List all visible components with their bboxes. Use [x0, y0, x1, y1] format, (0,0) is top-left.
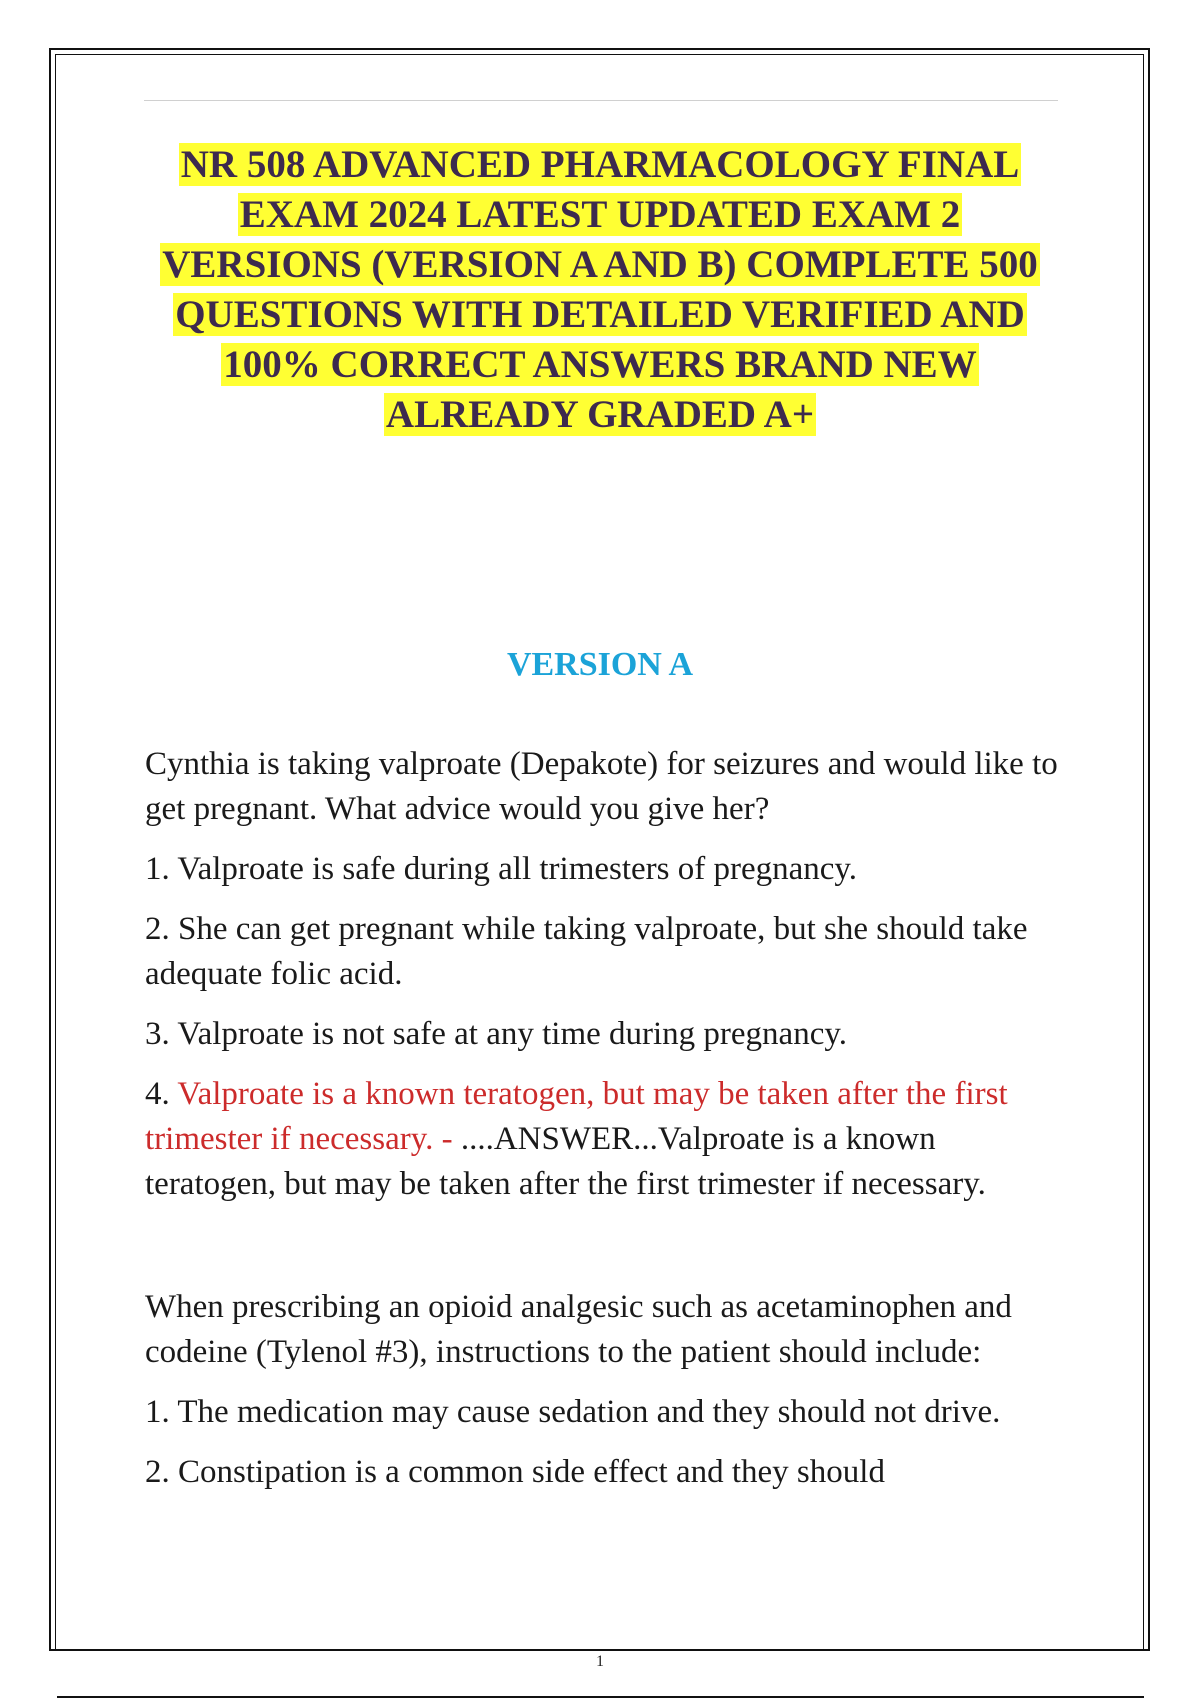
correct-option-text: Valproate is a known teratogen, but may be taken after the first trimester if necessary. - — [145, 1076, 1008, 1157]
footer-rule — [57, 1696, 1144, 1698]
answer-option: 1. Valproate is safe during all trimesters of pregnancy. — [145, 851, 858, 887]
answer-option: 2. Constipation is a common side effect and they should — [145, 1454, 885, 1490]
correct-answer-option — [145, 1072, 1065, 1207]
page-number: 1 — [596, 1653, 604, 1670]
document-title — [145, 140, 1055, 440]
question-stem: Cynthia is taking valproate (Depakote) for seizures and would like to get pregnant. What advice would you give her? — [145, 746, 1058, 827]
answer-option: 2. She can get pregnant while taking valproate, but she should take adequate folic acid. — [145, 911, 1028, 992]
answer-explanation: ....ANSWER...Valproate is a known teratogen, but may be taken after the first trimester if necessary. — [145, 1121, 986, 1202]
question-spacer — [145, 1222, 1065, 1285]
header-rule — [144, 100, 1058, 101]
question-block — [145, 1285, 1065, 1495]
document-body — [145, 742, 1065, 1510]
document-title-text: NR 508 ADVANCED PHARMACOLOGY FINAL EXAM 2024 LATEST UPDATED EXAM 2 VERSIONS (VERSION A AND B) COMPLETE 500 QUESTIONS WITH DETAILED VERIFIED AND 100% CORRECT ANSWERS BRAND NEW ALREADY GRADED A+ — [162, 143, 1038, 436]
question-block — [145, 742, 1065, 1207]
version-heading: VERSION A — [506, 646, 694, 683]
answer-option: 3. Valproate is not safe at any time during pregnancy. — [145, 1016, 847, 1052]
question-stem: When prescribing an opioid analgesic such as acetaminophen and codeine (Tylenol #3), instructions to the patient should include: — [145, 1289, 1012, 1370]
answer-option: 1. The medication may cause sedation and they should not drive. — [145, 1394, 1001, 1430]
option-number: 4. — [145, 1076, 178, 1112]
